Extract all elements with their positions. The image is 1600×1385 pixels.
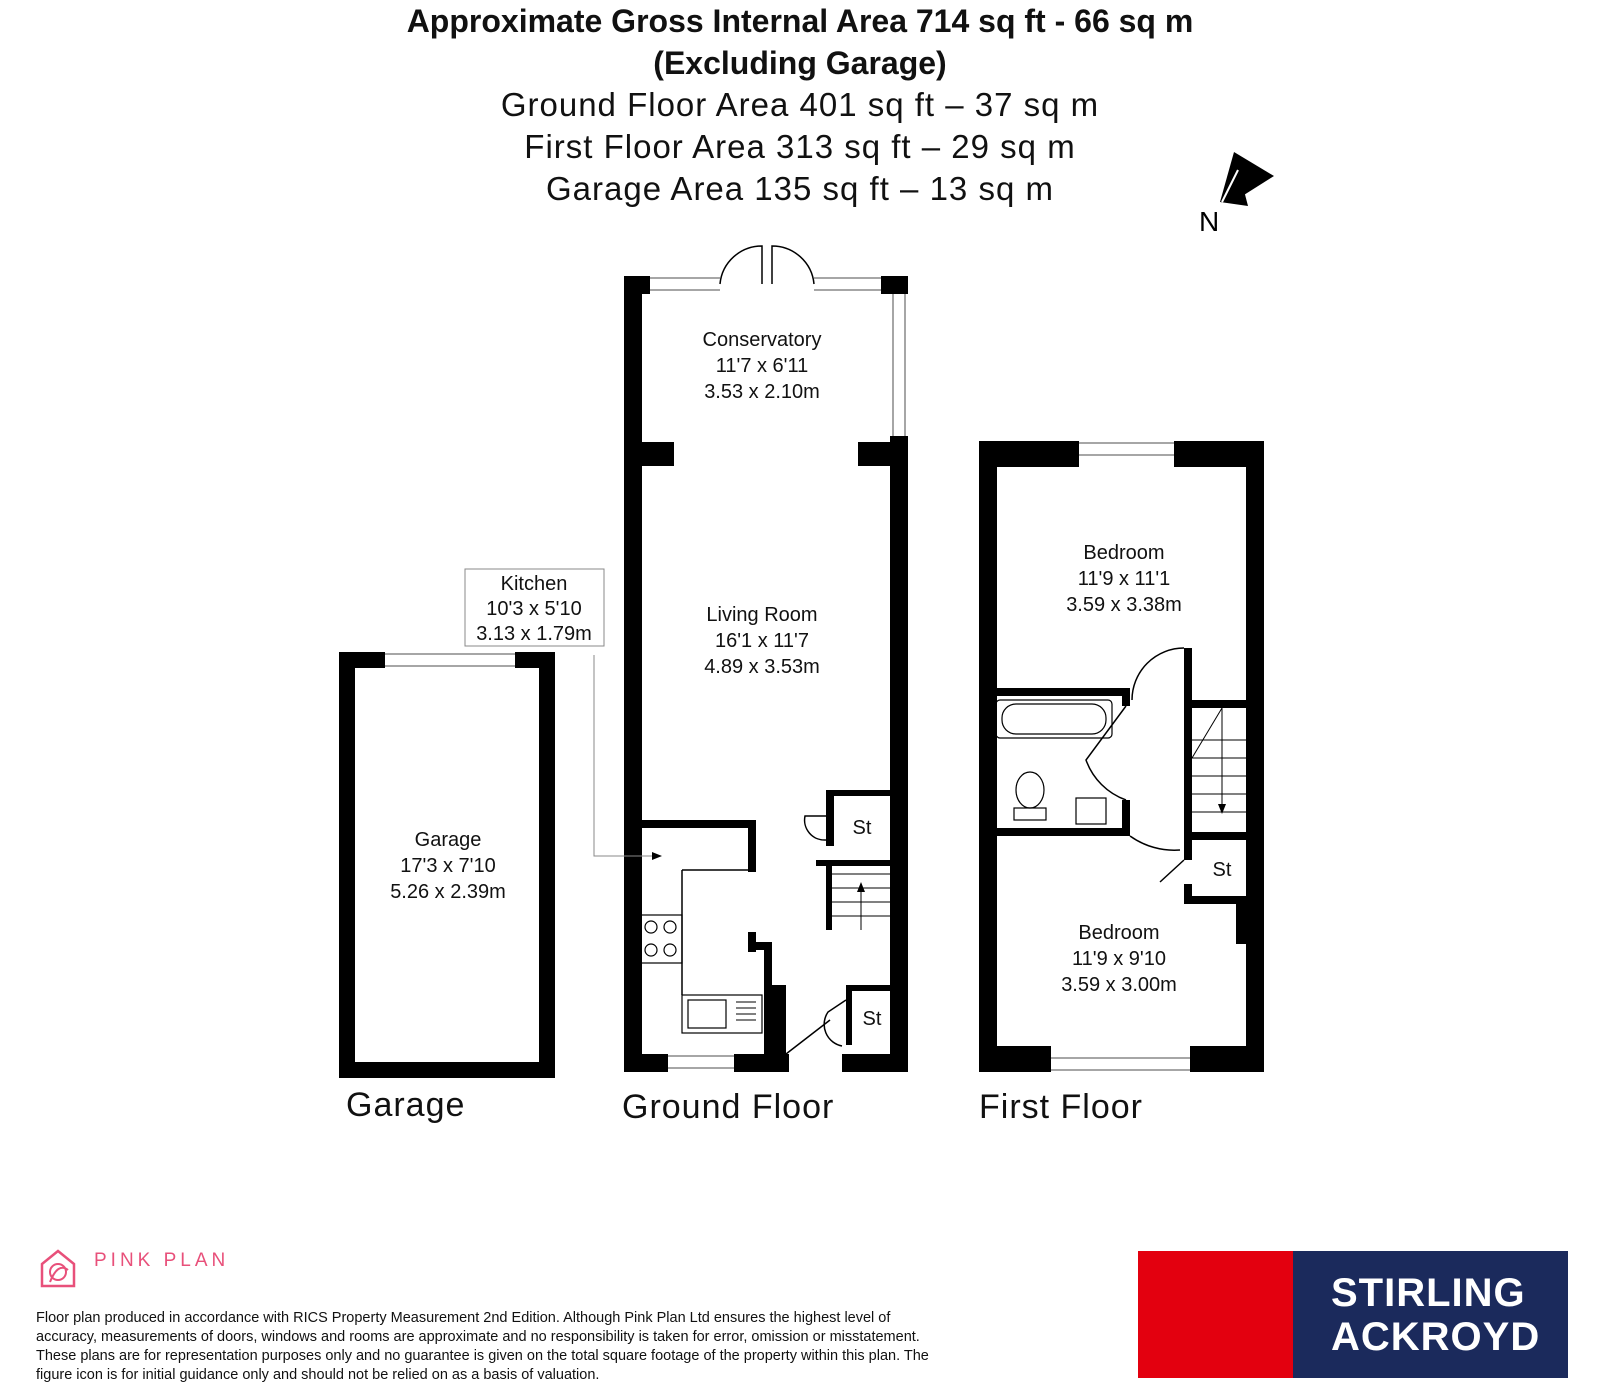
living-room-imperial: 16'1 x 11'7 <box>714 630 810 652</box>
compass-icon <box>1199 152 1274 237</box>
store-label-lower: St <box>862 1008 882 1030</box>
gross-area-subtitle: (Excluding Garage) <box>653 45 947 81</box>
bedroom2-name: Bedroom <box>1078 922 1160 944</box>
compass-label: N <box>1199 206 1220 237</box>
bedroom2-metric: 3.59 x 3.00m <box>1061 974 1177 996</box>
kitchen-metric: 3.13 x 1.79m <box>476 623 592 645</box>
bedroom1-metric: 3.59 x 3.38m <box>1066 594 1182 616</box>
conservatory-metric: 3.53 x 2.10m <box>704 381 820 403</box>
first-floor-plan <box>979 441 1264 1072</box>
brand-line-2: ACKROYD <box>1331 1314 1541 1359</box>
first-floor-area: First Floor Area 313 sq ft – 29 sq m <box>524 128 1076 165</box>
bedroom2-imperial: 11'9 x 9'10 <box>1071 948 1167 970</box>
brand-line-1: STIRLING <box>1331 1270 1526 1315</box>
ground-floor-label: Ground Floor <box>622 1088 835 1126</box>
kitchen-name: Kitchen <box>500 573 568 595</box>
gross-area-title: Approximate Gross Internal Area 714 sq ft - 66 sq m <box>406 3 1194 39</box>
garage-room-imperial: 17'3 x 7'10 <box>400 855 496 877</box>
kitchen-imperial: 10'3 x 5'10 <box>486 598 582 620</box>
pink-plan-text: PINK PLAN <box>94 1250 230 1271</box>
first-floor-label: First Floor <box>979 1088 1143 1126</box>
disclaimer: Floor plan produced in accordance with RICS Property Measurement 2nd Edition. Although Pink Plan Ltd ensures the highest level of accuracy, measurements of doors, windows and rooms are approximate and no responsibility is taken for error, omission or misstatement. These plans are for representation purposes only and no guarantee is given on the total square footage of the property within this plan. The figure icon is for initial guidance only and should not be relied on as a basis of valuation. <box>36 1310 929 1383</box>
conservatory-name: Conservatory <box>702 329 822 351</box>
living-room-name: Living Room <box>706 604 818 626</box>
store-label-upper: St <box>852 817 872 839</box>
garage-area: Garage Area 135 sq ft – 13 sq m <box>546 170 1054 207</box>
conservatory-imperial: 11'7 x 6'11 <box>715 355 809 377</box>
living-room-metric: 4.89 x 3.53m <box>704 656 820 678</box>
griffin-logo-icon <box>1158 1266 1272 1356</box>
store-label-first: St <box>1212 859 1232 881</box>
ground-floor-area: Ground Floor Area 401 sq ft – 37 sq m <box>500 86 1100 123</box>
garage-room-name: Garage <box>414 829 482 851</box>
garage-room-metric: 5.26 x 2.39m <box>390 881 506 903</box>
garage-plan <box>347 652 547 1070</box>
garage-floor-label: Garage <box>346 1086 466 1124</box>
bedroom1-imperial: 11'9 x 11'1 <box>1077 568 1171 590</box>
bedroom1-name: Bedroom <box>1083 542 1165 564</box>
pink-plan-brand <box>36 1250 229 1272</box>
